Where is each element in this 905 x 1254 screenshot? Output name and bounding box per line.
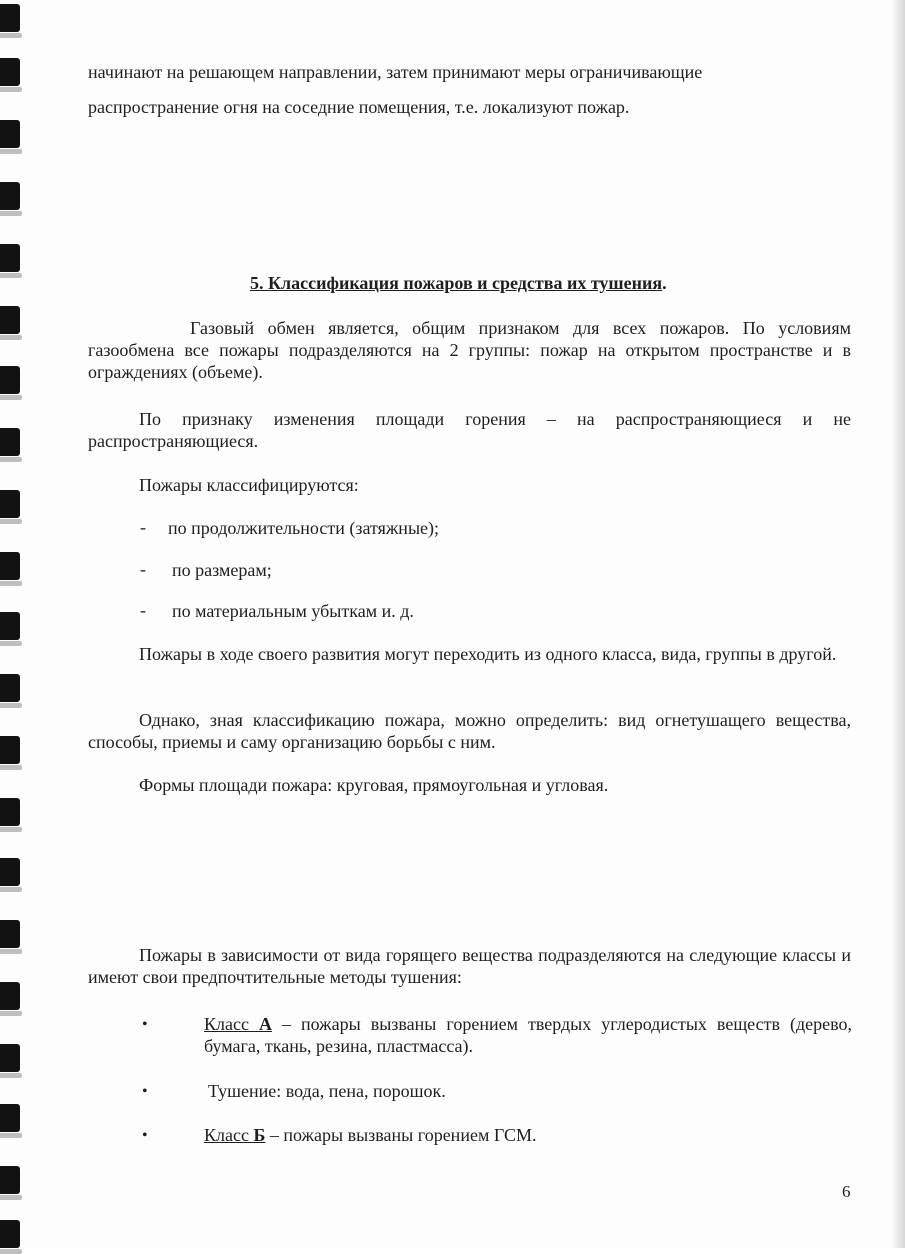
binding-hole <box>0 612 20 640</box>
binding-hole <box>0 1166 20 1194</box>
binding-hole <box>0 1220 20 1248</box>
class-description: – пожары вызваны горением ГСМ. <box>265 1125 537 1145</box>
binding-hole <box>0 182 20 210</box>
binding-hole <box>0 1104 20 1132</box>
paragraph-transition: Пожары в ходе своего развития могут переходить из одного класса, вида, группы в другой. <box>139 644 837 664</box>
list-item: по продолжительности (затяжные); <box>168 518 440 538</box>
paragraph-knowing: Однако, зная классификацию пожара, можно определить: вид огнетушащего вещества, способы, приемы и саму организацию борьбы с ним. <box>88 710 851 752</box>
bullet-marker: • <box>142 1016 148 1033</box>
binding-hole <box>0 306 20 334</box>
binding-hole <box>0 920 20 948</box>
list-dash: - <box>140 517 146 537</box>
list-dash: - <box>140 600 146 620</box>
bullet-item-extinguish: Тушение: вода, пена, порошок. <box>208 1081 446 1101</box>
list-item: по материальным убыткам и. д. <box>172 601 414 621</box>
paragraph-classified: Пожары классифицируются: <box>139 475 359 495</box>
heading-period: . <box>662 273 667 293</box>
binding-hole <box>0 858 20 886</box>
binding-hole <box>0 58 20 86</box>
list-item: по размерам; <box>172 560 272 580</box>
class-label: Класс <box>204 1125 254 1145</box>
bullet-marker: • <box>142 1083 148 1100</box>
class-letter: А <box>258 1014 272 1034</box>
class-description: – пожары вызваны горением твердых углеродистых веществ (дерево, бумага, ткань, резина, пластмасса). <box>204 1014 852 1056</box>
binding-hole <box>0 798 20 826</box>
list-dash: - <box>140 559 146 579</box>
class-label: Класс <box>204 1014 259 1034</box>
binding-hole <box>0 428 20 456</box>
binding-hole <box>0 982 20 1010</box>
section-number: 5 <box>250 273 259 293</box>
section-heading <box>250 273 667 294</box>
binding-hole <box>0 736 20 764</box>
binding-hole <box>0 1044 20 1072</box>
text-line: начинают на решающем направлении, затем принимают меры ограничивающие <box>88 62 703 82</box>
section-title: . Классификация пожаров и средства их тушения <box>259 273 663 293</box>
binding-hole <box>0 4 20 32</box>
binding-hole <box>0 674 20 702</box>
paragraph-gas-exchange: Газовый обмен является, общим признаком для всех пожаров. По условиям газообмена все пожары подразделяются на 2 группы: пожар на открытом пространстве и в ограждениях (объеме). <box>88 318 851 382</box>
bullet-marker: • <box>142 1127 148 1144</box>
bullet-item-class-b <box>204 1124 537 1146</box>
paragraph-classes-intro: Пожары в зависимости от вида горящего вещества подразделяются на следующие классы и имеют свои предпочтительные методы тушения: <box>88 945 851 987</box>
paragraph-area-change: По признаку изменения площади горения – на распространяющиеся и не распространяющиеся. <box>88 409 851 451</box>
page-number: 6 <box>842 1182 851 1201</box>
bullet-item-class-a <box>204 1013 852 1057</box>
page-edge-shadow <box>891 0 905 1248</box>
binding-hole <box>0 120 20 148</box>
binding-hole <box>0 490 20 518</box>
paragraph-forms: Формы площади пожара: круговая, прямоугольная и угловая. <box>139 775 609 795</box>
binding-hole <box>0 366 20 394</box>
binding-hole <box>0 552 20 580</box>
class-letter: Б <box>253 1125 266 1145</box>
binding-hole <box>0 244 20 272</box>
text-line: распространение огня на соседние помещения, т.е. локализуют пожар. <box>88 97 630 117</box>
binding-holes <box>0 0 26 1248</box>
